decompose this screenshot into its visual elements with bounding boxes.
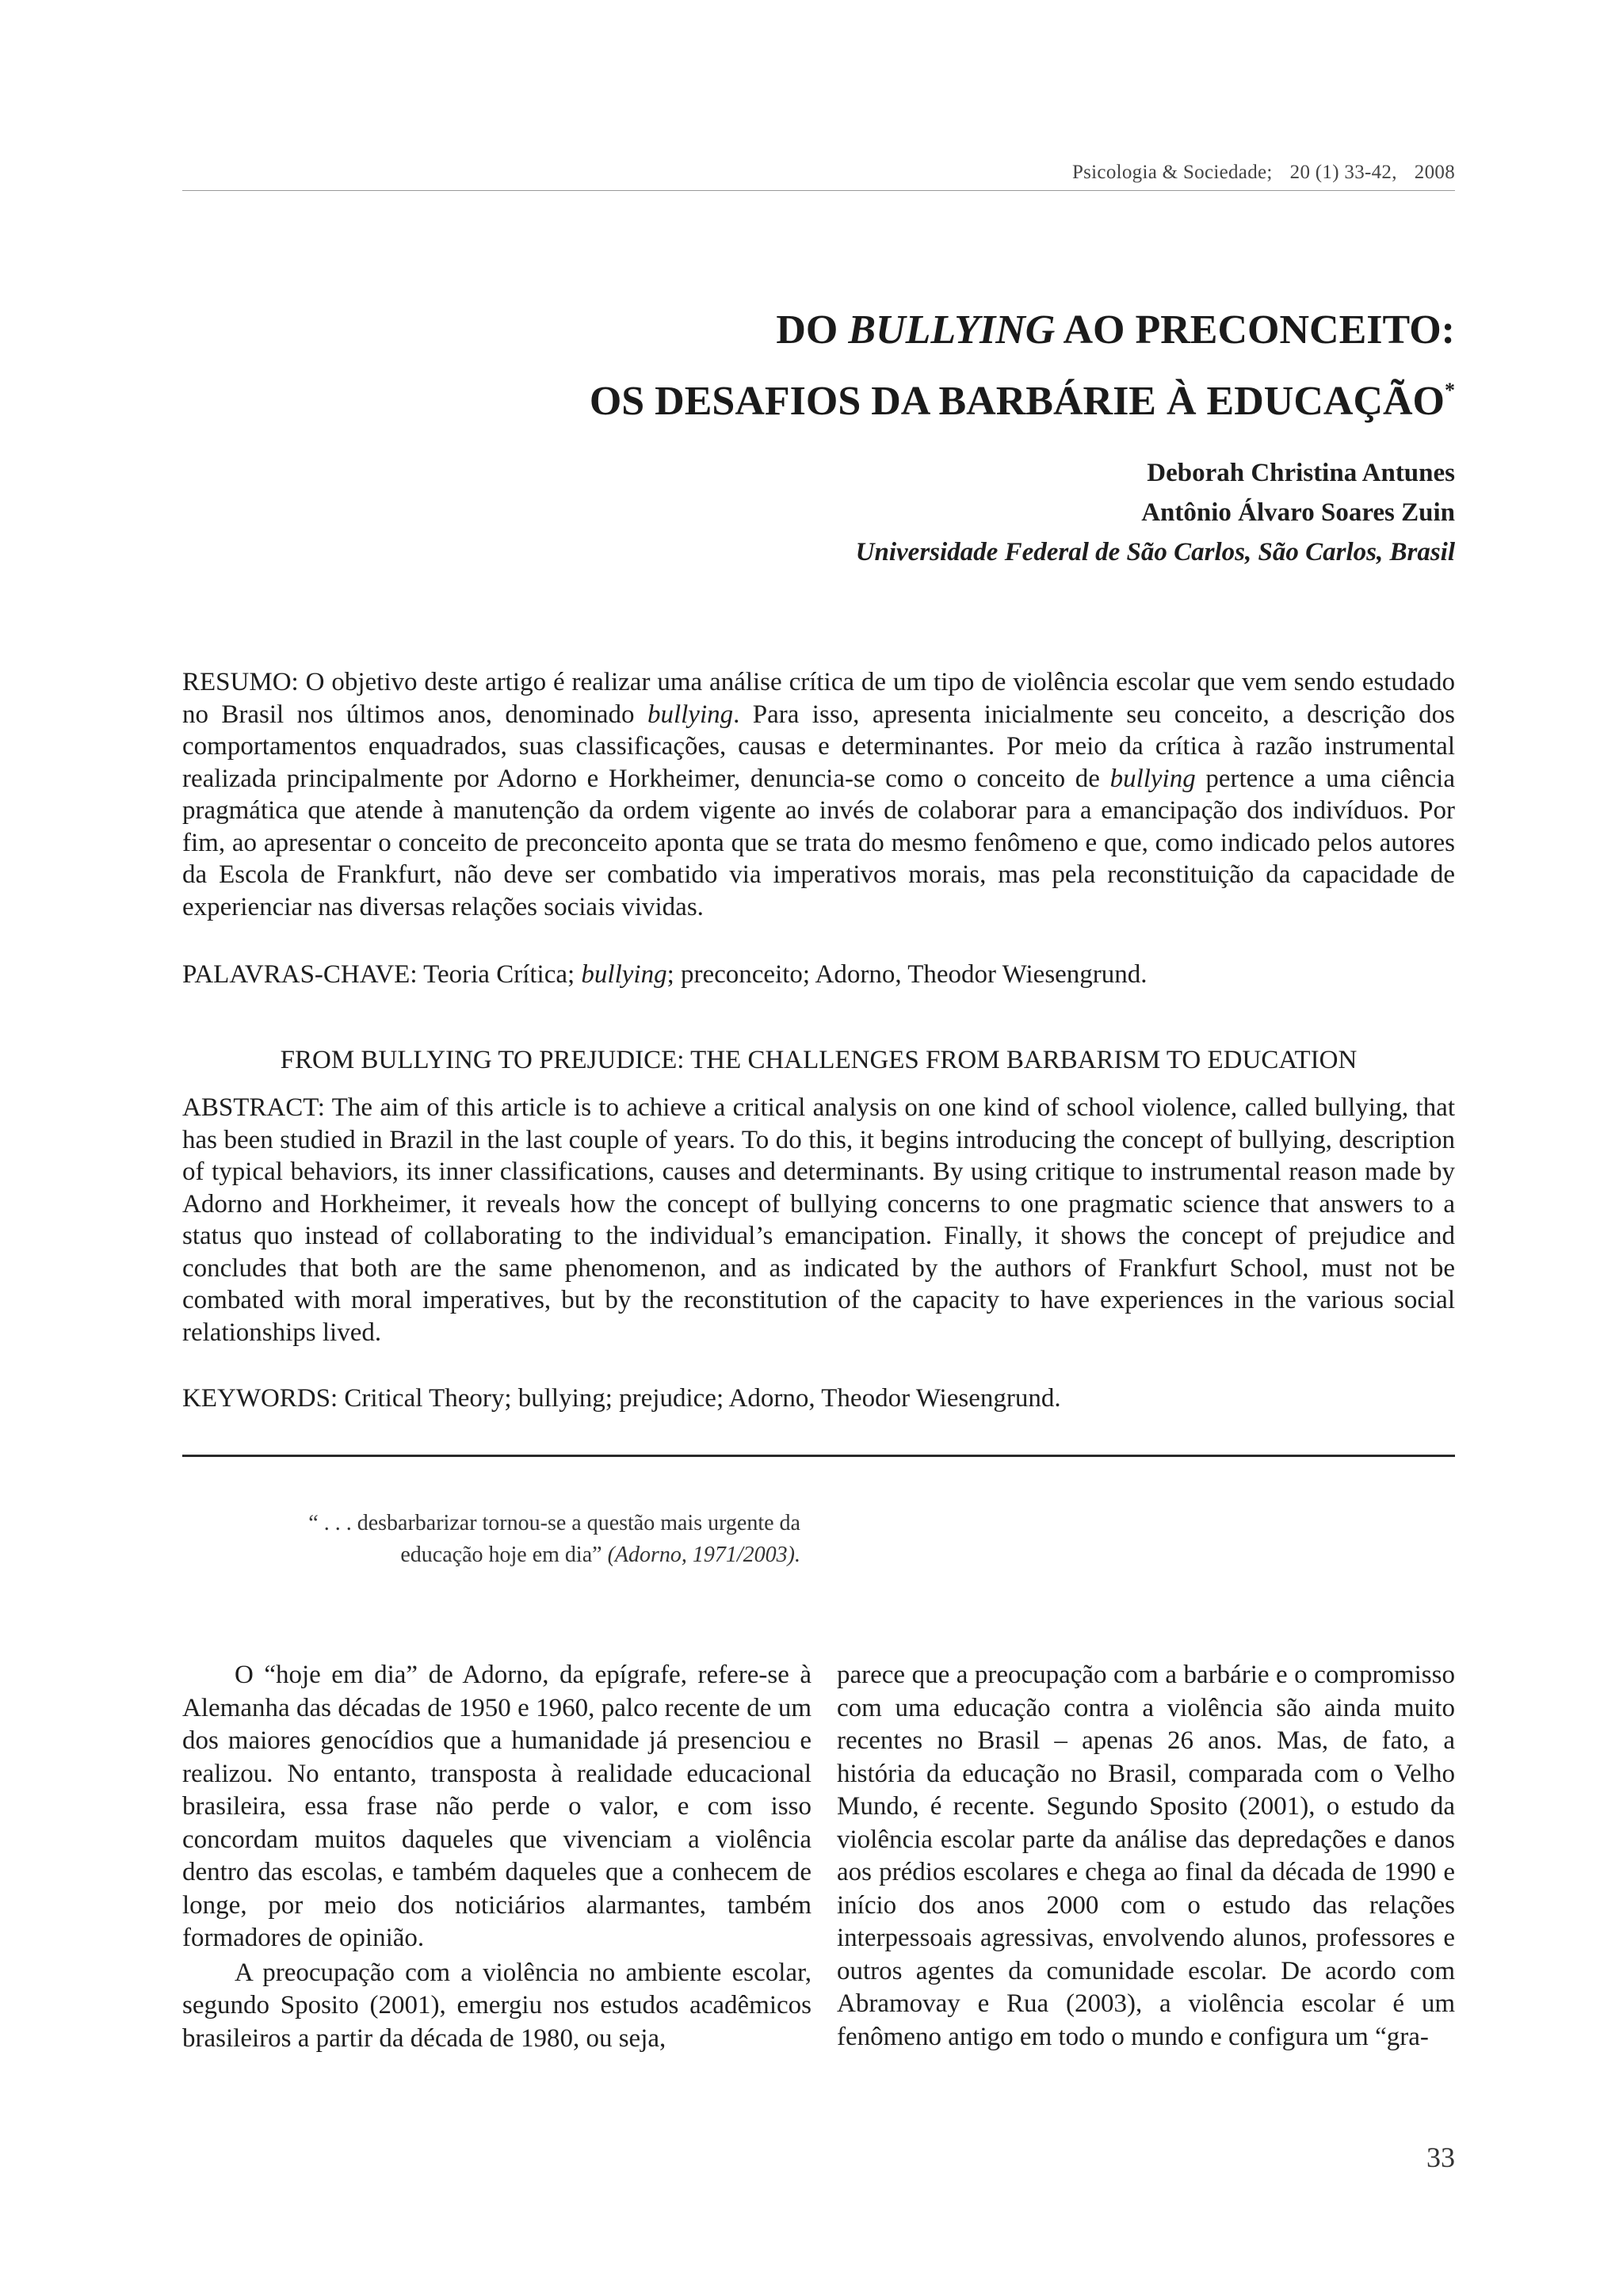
journal-year: 2008 xyxy=(1414,162,1455,183)
resumo-term-1: bullying xyxy=(647,700,734,729)
abstract-paragraph: ABSTRACT: The aim of this article is to achieve a critical analysis on one kind of school violence, called bullying, that has been studied in Brazil in the last couple of years. To do this, it begins introducing the concept of bullying, description of typical behaviors, its inner classifications, causes and determinants. By using critique to instrumental reason made by Adorno and Horkheimer, it reveals how the concept of bullying concerns to one pragmatic science that answers to a status quo instead of collaborating to the individual’s emancipation. Finally, it shows the concept of prejudice and concludes that both are the same phenomenon, and as indicated by the authors of Frankfurt School, must not be combated with moral imperatives, but by the reconstitution of the capacity to have experiences in the various social relationships lived. xyxy=(182,1093,1455,1347)
article-title xyxy=(590,295,1455,437)
author-affiliation: Universidade Federal de São Carlos, São Carlos, Brasil xyxy=(855,538,1455,566)
title-line-1 xyxy=(590,295,1455,366)
resumo-paragraph xyxy=(182,666,1455,923)
body-paragraph: O “hoje em dia” de Adorno, da epígrafe, refere-se à Alemanha das décadas de 1950 e 1960, palco recente de um dos maiores genocídios que a humanidade já presenciou e realizou. No entanto, transposta à realidade educacional brasileira, essa frase não perde o valor, e com isso concordam muitos daqueles que vivenciam a violência dentro das escolas, e também daqueles que a conhecem de longe, por meio dos noticiários alarmantes, também formadores de opinião. xyxy=(182,1661,812,1952)
epigraph-line-1: “ . . . desbarbarizar tornou-se a questão mais urgente da xyxy=(308,1511,800,1535)
section-divider xyxy=(182,1455,1455,1457)
header-rule xyxy=(182,190,1455,191)
running-head xyxy=(182,162,1455,184)
resumo-text-1: RESUMO: O objetivo deste artigo é realizar uma análise crítica de um tipo de violência escolar que vem sendo estudado no Brasil nos últimos anos, denominado xyxy=(182,668,1455,729)
author-block xyxy=(856,453,1455,572)
body-column-right xyxy=(837,1659,1455,2054)
title-footnote-mark[interactable]: * xyxy=(1445,379,1455,402)
palavras-chave-term: bullying xyxy=(581,960,667,989)
page-number: 33 xyxy=(1426,2142,1455,2173)
title-line-2-text: OS DESAFIOS DA BARBÁRIE À EDUCAÇÃO xyxy=(589,379,1445,424)
palavras-chave xyxy=(182,959,1455,991)
english-title: FROM BULLYING TO PREJUDICE: THE CHALLENGES FROM BARBARISM TO EDUCATION xyxy=(280,1046,1358,1074)
epigraph xyxy=(222,1508,800,1571)
journal-issue: 20 (1) 33-42, xyxy=(1289,162,1397,183)
body-paragraph: A preocupação com a violência no ambiente escolar, segundo Sposito (2001), emergiu nos estudos acadêmicos brasileiros a partir da década de 1980, ou seja, xyxy=(182,1958,812,2053)
epigraph-citation: (Adorno, 1971/2003). xyxy=(601,1543,800,1567)
palavras-chave-text-1: PALAVRAS-CHAVE: Teoria Crítica; xyxy=(182,960,582,989)
author-2: Antônio Álvaro Soares Zuin xyxy=(1141,498,1455,527)
resumo-term-2: bullying xyxy=(1109,764,1196,793)
title-italic-term: BULLYING xyxy=(848,307,1056,353)
body-column-left xyxy=(182,1659,812,2055)
author-1: Deborah Christina Antunes xyxy=(1147,459,1455,487)
journal-name: Psicologia & Sociedade; xyxy=(1071,162,1273,183)
title-line-2 xyxy=(590,366,1455,437)
body-paragraph: parece que a preocupação com a barbárie e o compromisso com uma educação contra a violência são ainda muito recentes no Brasil – apenas 26 anos. Mas, de fato, a história da educação no Brasil, comparada com o Velho Mundo, é recente. Segundo Sposito (2001), o estudo da violência escolar parte da análise das depredações e danos aos prédios escolares e chega ao final da década de 1990 e início dos anos 2000 com o estudo das relações interpessoais agressivas, envolvendo alunos, professores e outros agentes da comunidade escolar. De acordo com Abramovay e Rua (2003), a violência escolar é um fenômeno antigo em todo o mundo e configura um “gra- xyxy=(837,1661,1455,2051)
resumo-text-2: . Para isso, apresenta inicialmente seu conceito, a descrição dos comportamentos enquadrados, suas classificações, causas e determinantes. Por meio da crítica à razão instrumental realizada principalmente por Adorno e Horkheimer, denuncia-se como o conceito de xyxy=(182,700,1455,793)
keywords: KEYWORDS: Critical Theory; bullying; prejudice; Adorno, Theodor Wiesengrund. xyxy=(182,1384,1061,1413)
palavras-chave-text-2: ; preconceito; Adorno, Theodor Wiesengrund. xyxy=(666,960,1148,989)
resumo-text-3: pertence a uma ciência pragmática que atende à manutenção da ordem vigente ao invés de colaborar para a emancipação dos indivíduos. Por fim, ao apresentar o conceito de preconceito aponta que se trata do mesmo fenômeno e que, como indicado pelos autores da Escola de Frankfurt, não deve ser combatido via imperativos morais, mas pela reconstituição da capacidade de experienciar nas diversas relações sociais vividas. xyxy=(182,764,1455,921)
title-suffix: AO PRECONCEITO: xyxy=(1055,307,1455,353)
title-prefix: DO xyxy=(776,307,849,353)
epigraph-quote-end: educação hoje em dia” xyxy=(400,1543,602,1567)
epigraph-line-2 xyxy=(222,1539,800,1571)
